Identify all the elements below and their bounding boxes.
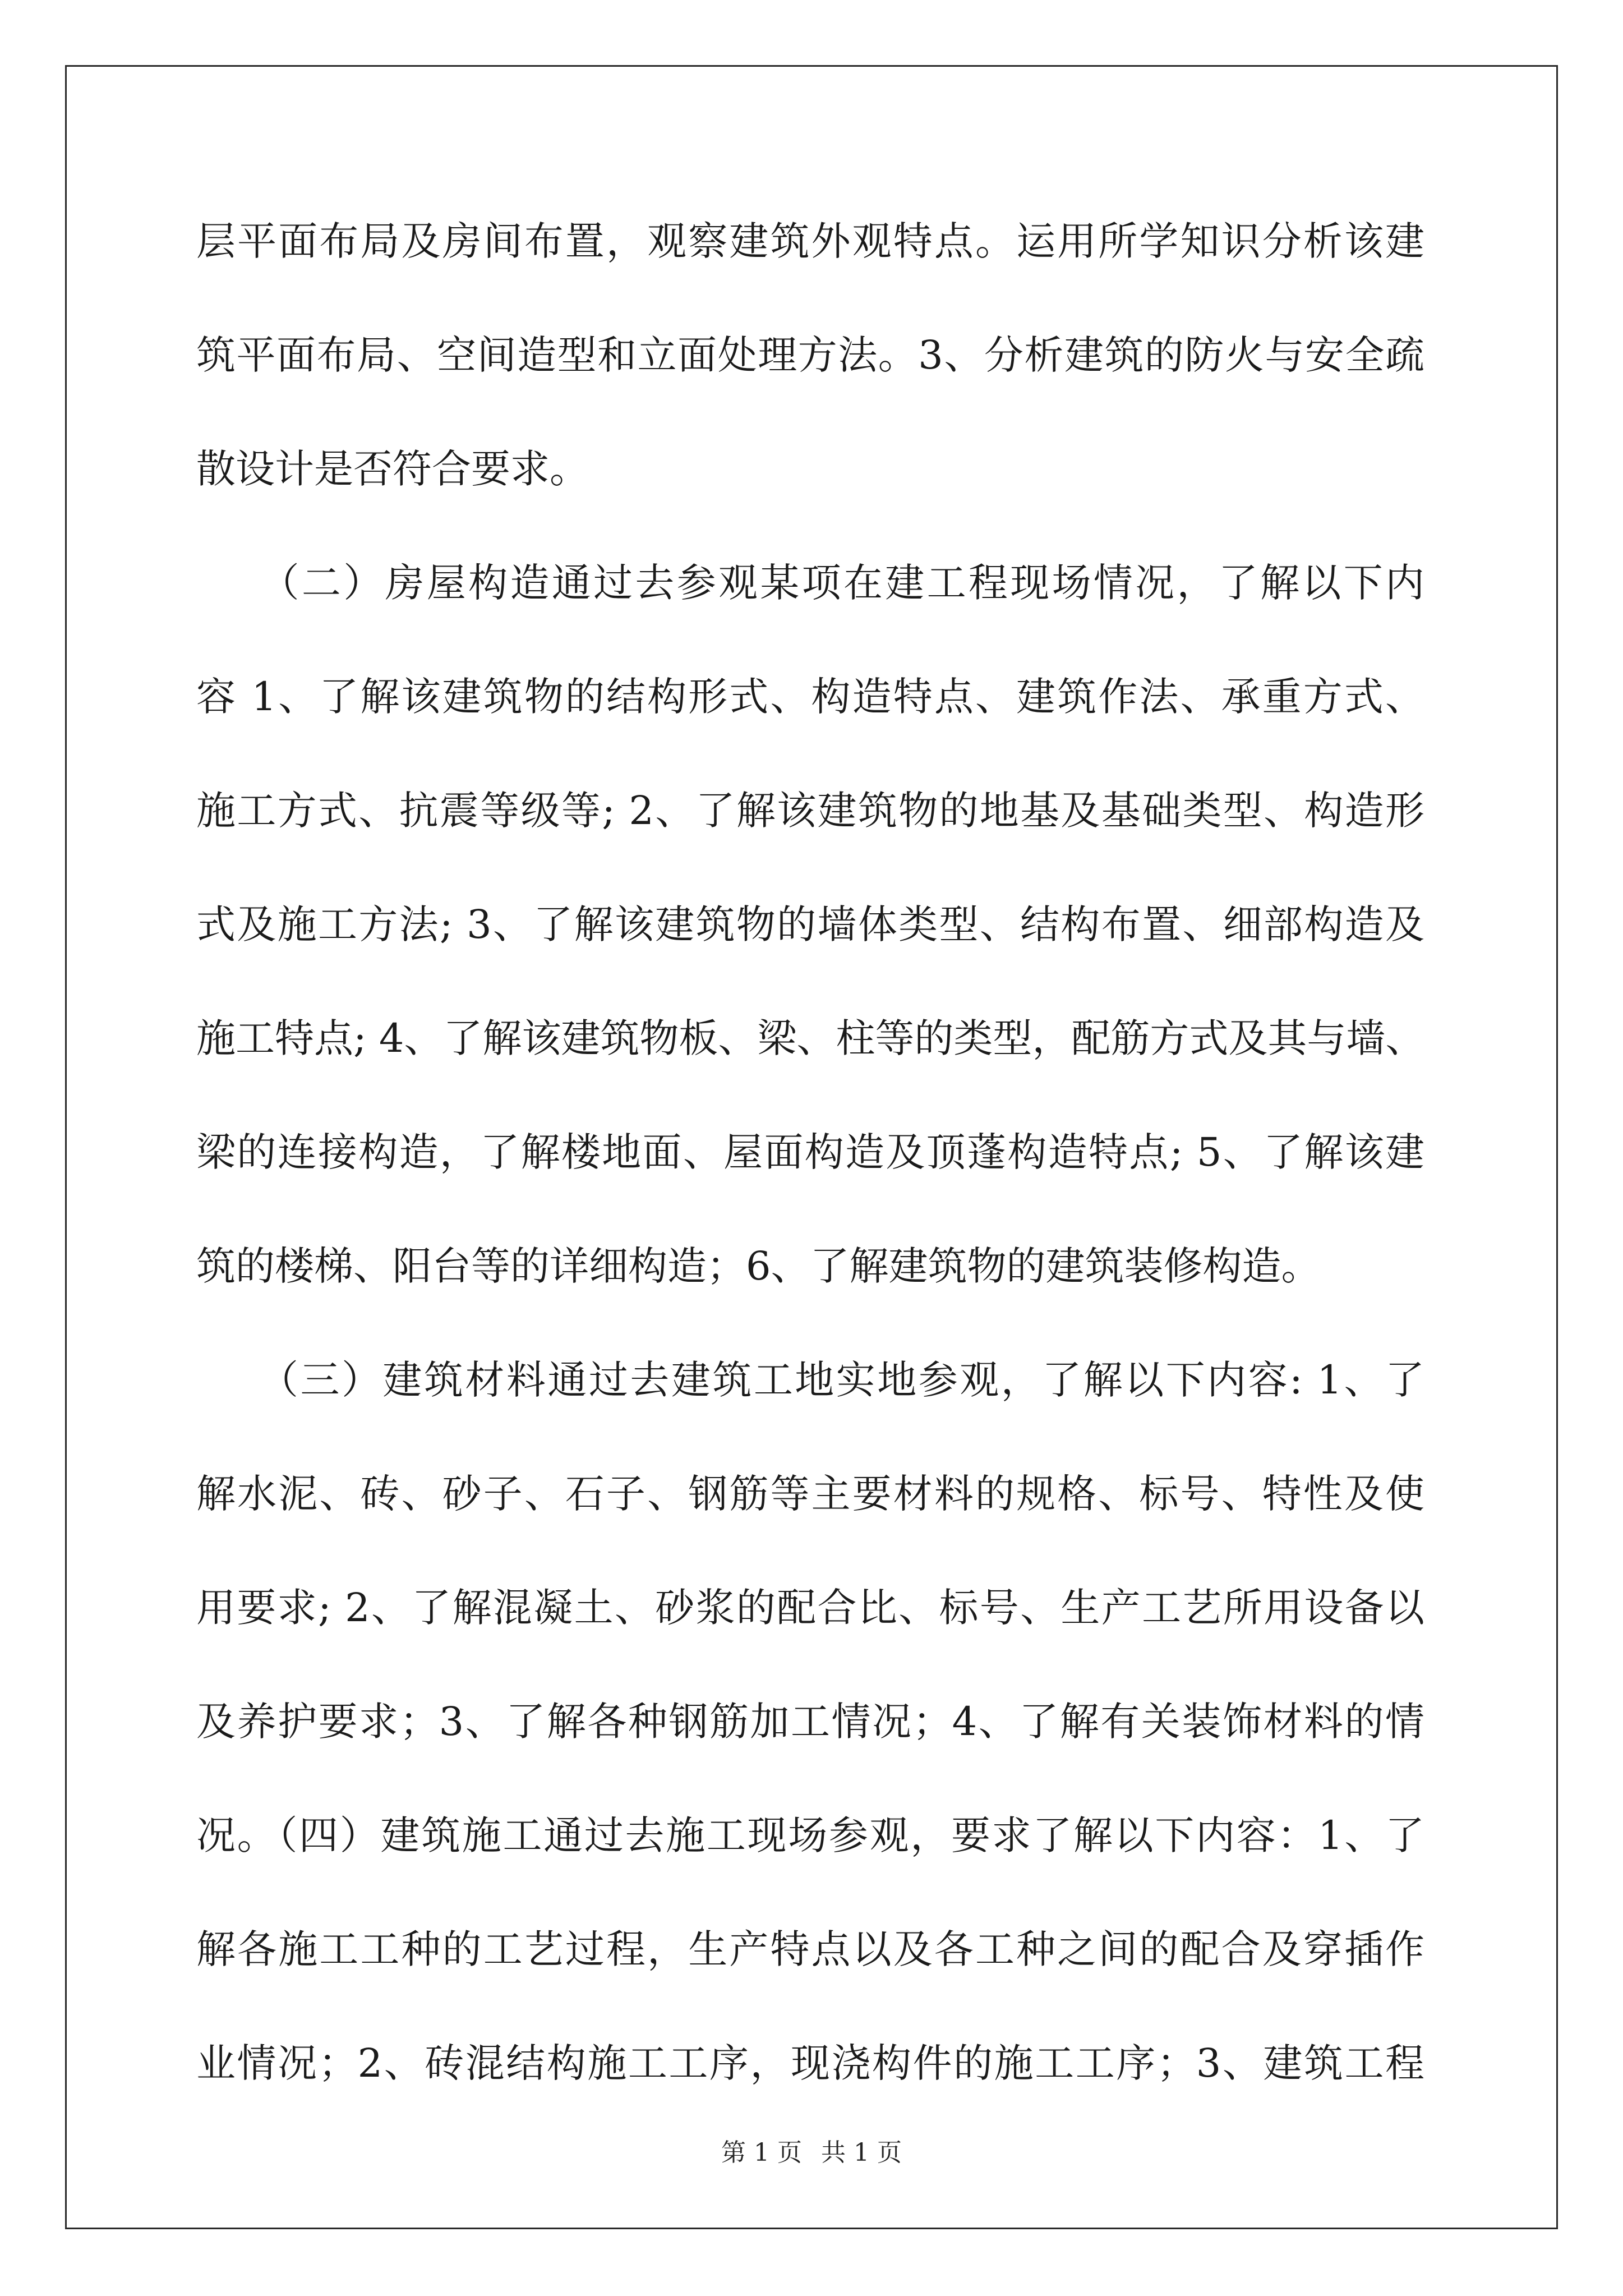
text-line: 及养护要求；3、了解各种钢筋加工情况；4、了解有关装饰材料的情 <box>196 1699 1424 1745</box>
text-line: 筑平面布局、空间造型和立面处理方法。3、分析建筑的防火与安全疏 <box>196 332 1424 378</box>
page-number: 第 1 页 <box>721 2138 802 2167</box>
text-line: 施工方式、抗震等级等; 2、了解该建筑物的地基及基础类型、构造形 <box>196 788 1424 834</box>
text-line: 式及施工方法; 3、了解该建筑物的墙体类型、结构布置、细部构造及 <box>196 901 1424 947</box>
text-line: 况。（四）建筑施工通过去施工现场参观，要求了解以下内容：1、了 <box>196 1812 1424 1858</box>
page-footer <box>0 2136 1623 2170</box>
text-line: 层平面布局及房间布置，观察建筑外观特点。运用所学知识分析该建 <box>196 218 1424 264</box>
text-line: 用要求; 2、了解混凝土、砂浆的配合比、标号、生产工艺所用设备以 <box>196 1585 1424 1631</box>
text-line: （二）房屋构造通过去参观某项在建工程现场情况，了解以下内 <box>196 560 1424 606</box>
text-line: 梁的连接构造，了解楼地面、屋面构造及顶蓬构造特点; 5、了解该建 <box>196 1129 1424 1175</box>
page-total: 共 1 页 <box>821 2138 902 2167</box>
text-line: 散设计是否符合要求。 <box>196 446 589 492</box>
text-line: 筑的楼梯、阳台等的详细构造；6、了解建筑物的建筑装修构造。 <box>196 1243 1321 1289</box>
text-line: 解水泥、砖、砂子、石子、钢筋等主要材料的规格、标号、特性及使 <box>196 1471 1424 1517</box>
text-line: 解各施工工种的工艺过程，生产特点以及各工种之间的配合及穿插作 <box>196 1926 1424 1972</box>
document-body <box>196 208 1424 2143</box>
text-line: 容 1、了解该建筑物的结构形式、构造特点、建筑作法、承重方式、 <box>196 674 1424 720</box>
text-line: 业情况；2、砖混结构施工工序，现浇构件的施工工序；3、建筑工程 <box>196 2040 1424 2086</box>
text-line: 施工特点; 4、了解该建筑物板、梁、柱等的类型，配筋方式及其与墙、 <box>196 1015 1424 1061</box>
text-line: （三）建筑材料通过去建筑工地实地参观，了解以下内容: 1、了 <box>196 1357 1424 1403</box>
